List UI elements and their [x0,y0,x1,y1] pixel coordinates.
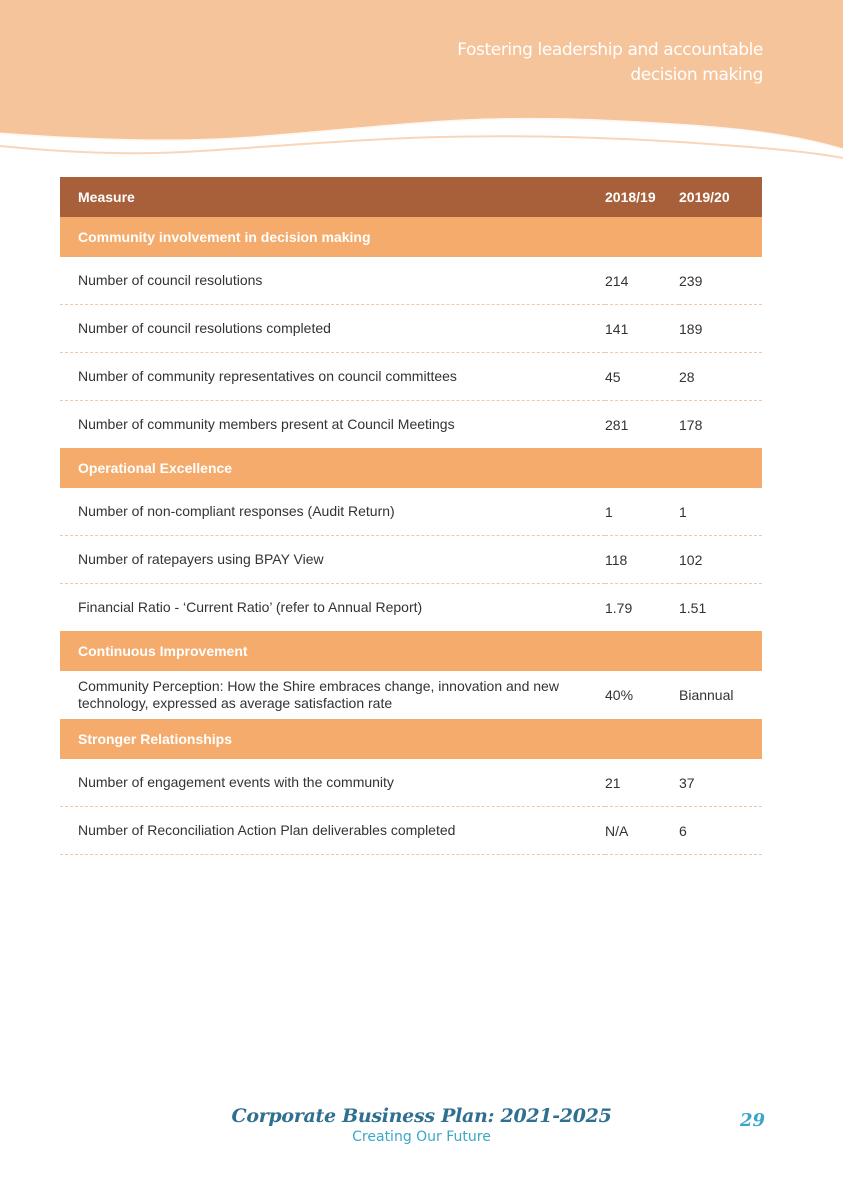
table-header-row [60,177,762,217]
section-header-operational-excellence [60,448,762,488]
value-2018-19: 1.79 [605,599,633,616]
value-2019-20: 1.51 [679,599,707,616]
value-2018-19: 21 [605,759,679,807]
footer-subtitle: Creating Our Future [352,1129,491,1145]
value-2019-20: 37 [679,759,762,807]
measure-label: Number of engagement events with the community [60,759,605,807]
value-2019-20: 102 [679,536,762,584]
value-2018-19: N/A [605,807,679,855]
measure-label: Number of council resolutions [60,257,605,305]
measure-label: Number of ratepayers using BPAY View [60,536,605,584]
column-header-2018-19: 2018/19 [605,177,679,217]
section-title: Stronger Relationships [60,719,762,759]
header-band [0,0,843,165]
measures-table [60,177,762,855]
value-2018-19: 281 [605,416,629,433]
section-header-continuous-improvement [60,631,762,671]
table-row [60,584,762,632]
value-2019-20: 189 [679,305,762,353]
table-row [60,759,762,807]
value-2018-19: 141 [605,305,679,353]
value-2019-20: 28 [679,353,762,401]
section-title: Community involvement in decision making [60,217,762,257]
footer-title: Corporate Business Plan: 2021-2025 [231,1105,612,1127]
measure-label: Community Perception: How the Shire embraces change, innovation and new technology, expressed as average satisfaction rate [78,678,559,711]
measure-label: Number of Reconciliation Action Plan deliverables completed [60,807,605,855]
value-2019-20: 178 [679,416,703,433]
value-2018-19: 1 [605,488,679,536]
table-row [60,257,762,305]
value-2018-19: 214 [605,257,679,305]
table-row [60,305,762,353]
page-number: 29 [739,1110,765,1131]
header-title: Fostering leadership and accountable decision making [457,40,763,85]
value-2018-19: 45 [605,353,679,401]
section-header-community-involvement [60,217,762,257]
table-row [60,536,762,584]
column-header-2019-20: 2019/20 [679,177,762,217]
value-2018-19: 118 [605,536,679,584]
table-row [60,488,762,536]
value-2019-20: Biannual [679,687,734,703]
section-header-stronger-relationships [60,719,762,759]
value-2019-20: 239 [679,257,762,305]
measure-label: Number of community representatives on council committees [60,353,605,401]
section-title: Operational Excellence [60,448,762,488]
value-2019-20: 6 [679,807,762,855]
footer [0,1105,843,1145]
table-row [60,401,762,449]
table-row [60,807,762,855]
measure-label: Number of non-compliant responses (Audit Return) [60,488,605,536]
measure-label: Number of council resolutions completed [60,305,605,353]
value-2019-20: 1 [679,488,762,536]
section-title: Continuous Improvement [60,631,762,671]
table-row [60,353,762,401]
column-header-measure: Measure [60,177,605,217]
measure-label: Number of community members present at Council Meetings [78,416,455,432]
value-2018-19: 40% [605,687,634,703]
measure-label: Financial Ratio - ‘Current Ratio’ (refer to Annual Report) [78,599,423,615]
table-row [60,671,762,719]
